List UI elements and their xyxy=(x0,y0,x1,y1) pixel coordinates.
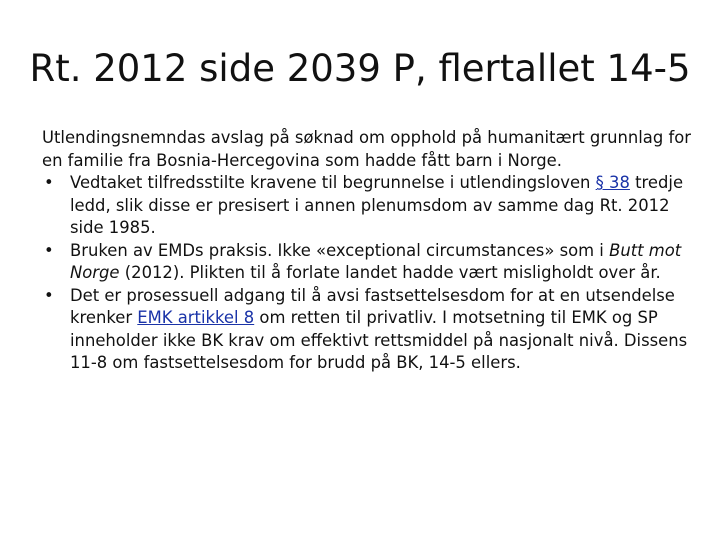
bullet-text-after: tredje ledd, slik disse er presisert i annen plenumsdom av samme dag Rt. 2012 side 1985. xyxy=(70,173,684,237)
bullet-text-before: Bruken av EMDs praksis. Ikke «exceptional circumstances» som i xyxy=(70,240,610,260)
bullet-item-fastsettelsesdom xyxy=(42,285,692,375)
bullet-marker: • xyxy=(44,240,54,260)
bullet-text-after: om retten til privatliv. I motsetning til EMK og SP inneholder ikke BK krav om effektivt rettsmiddel på nasjonalt nivå. Dissens 11-8 om fastsettelsesdom for brudd på BK, 14-5 ellers. xyxy=(70,308,688,372)
intro-paragraph: Utlendingsnemndas avslag på søknad om opphold på humanitært grunnlag for en familie fra Bosnia-Hercegovina som hadde fått barn i Norge. xyxy=(42,128,691,170)
bullet-item-begrunnelse xyxy=(42,172,692,240)
slide-title: Rt. 2012 side 2039 P, flertallet 14-5 xyxy=(29,47,691,90)
bullet-text-after: (2012). Plikten til å forlate landet hadde vært misligholdt over år. xyxy=(119,263,661,282)
bullet-text-before: Det er prosessuell adgang til å avsi fastsettelsesdom for at en utsendelse krenker xyxy=(70,285,675,327)
link-paragraph-38[interactable]: § 38 xyxy=(595,173,630,192)
bullet-item-emd-praksis xyxy=(42,240,692,285)
bullet-text-before: Vedtaket tilfredsstilte kravene til begrunnelse i utlendingsloven xyxy=(70,173,596,192)
bullet-marker: • xyxy=(44,285,54,305)
link-emk-artikkel-8[interactable]: EMK artikkel 8 xyxy=(137,308,255,327)
slide-body xyxy=(42,127,692,375)
bullet-marker: • xyxy=(44,173,54,192)
case-name-italic: Butt mot Norge xyxy=(70,240,682,282)
bullet-list xyxy=(42,172,692,375)
